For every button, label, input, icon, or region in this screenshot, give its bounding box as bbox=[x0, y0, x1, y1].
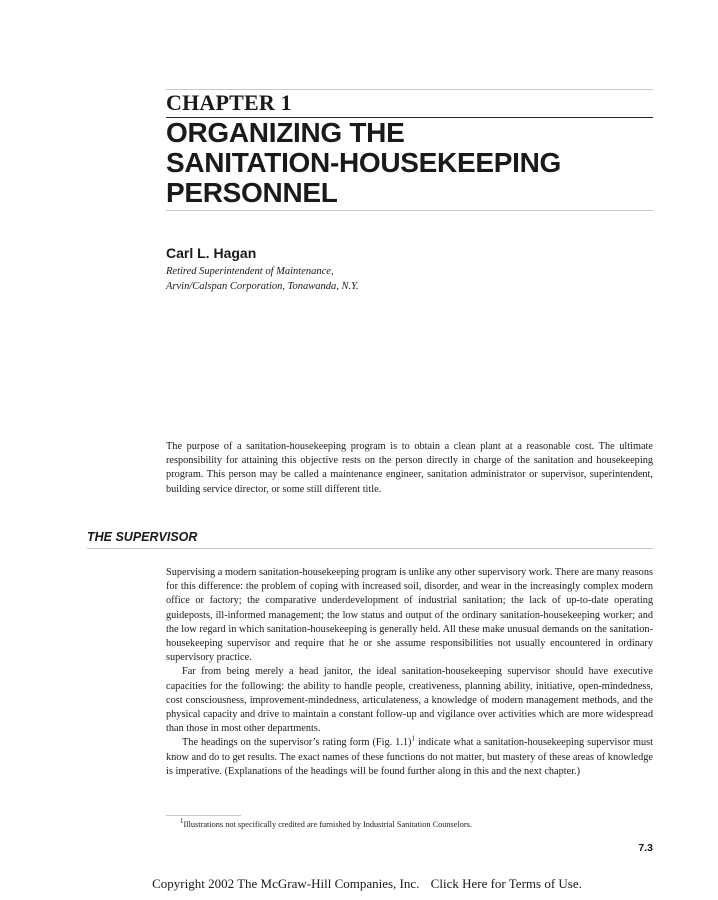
footnote bbox=[180, 817, 472, 829]
section-rule bbox=[87, 548, 653, 549]
chapter-title-line: ORGANIZING THE bbox=[166, 117, 405, 148]
author-affiliation bbox=[166, 264, 359, 294]
author-name: Carl L. Hagan bbox=[166, 245, 257, 261]
paragraph-text: indicate what a sanitation-housekeeping supervisor must know and do to get results. The exact names of these functions do not matter, but mastery of these areas of knowledge is imperative. (Explanations of the headings will be found further along in this and the next chapter.) bbox=[166, 737, 653, 777]
affiliation-line: Arvin/Calspan Corporation, Tonawanda, N.Y. bbox=[166, 281, 359, 292]
footnote-reference: 1 bbox=[411, 735, 415, 744]
body-paragraph bbox=[166, 736, 653, 779]
section-heading: THE SUPERVISOR bbox=[87, 530, 198, 544]
chapter-title-line: SANITATION-HOUSEKEEPING bbox=[166, 147, 561, 178]
paragraph-text: The headings on the supervisor’s rating form (Fig. 1.1) bbox=[182, 737, 412, 749]
page-number: 7.3 bbox=[638, 842, 653, 854]
copyright-text: Copyright 2002 The McGraw-Hill Companies, Inc. bbox=[152, 876, 420, 891]
title-bottom-rule bbox=[166, 210, 653, 211]
footnote-text: Illustrations not specifically credited are furnished by Industrial Sanitation Counselors. bbox=[183, 820, 472, 829]
chapter-title-line: PERSONNEL bbox=[166, 177, 338, 208]
affiliation-line: Retired Superintendent of Maintenance, bbox=[166, 266, 334, 277]
body-paragraph: Far from being merely a head janitor, the ideal sanitation-housekeeping supervisor should have executive capacities for the following: the ability to handle people, creativeness, planning ability, initiative, open-mindedness, cost consciousness, improvement-mindedness, articulateness, a knowledge of modern management methods, and the physical capacity and drive to maintain a constant follow-up and vigilance over activities which are more widespread than those in most other departments. bbox=[166, 666, 653, 735]
footnote-rule bbox=[166, 815, 241, 816]
footnote-marker: 1 bbox=[180, 817, 184, 826]
section-body bbox=[166, 566, 653, 779]
intro-paragraph: The purpose of a sanitation-housekeeping program is to obtain a clean plant at a reasonable cost. The ultimate responsibility for attaining this objective rests on the person directly in charge of the sanitation and housekeeping program. This person may be called a maintenance engineer, sanitation administrator or supervisor, superintendent, building service director, or some still different title. bbox=[166, 441, 653, 495]
chapter-label: CHAPTER 1 bbox=[166, 90, 292, 115]
terms-of-use-link[interactable]: Click Here for Terms of Use. bbox=[430, 876, 582, 891]
body-paragraph: Supervising a modern sanitation-housekeeping program is unlike any other supervisory work. There are many reasons for this difference: the problem of coping with increased soil, disorder, and wear in the increasingly complex modern office or factory; the comparative underdevelopment of industrial sanitation; the lack of up-to-date operating guideposts, ill-informed management; the low status and output of the ordinary sanitation-housekeeping worker; and the low regard in which sanitation-housekeeping is generally held. All these make unusual demands on the sanitation-housekeeping supervisor and require that he or she assume responsibilities not usually encountered in ordinary supervisory practice. bbox=[166, 567, 653, 664]
copyright-footer bbox=[0, 876, 718, 892]
chapter-title bbox=[166, 118, 653, 208]
